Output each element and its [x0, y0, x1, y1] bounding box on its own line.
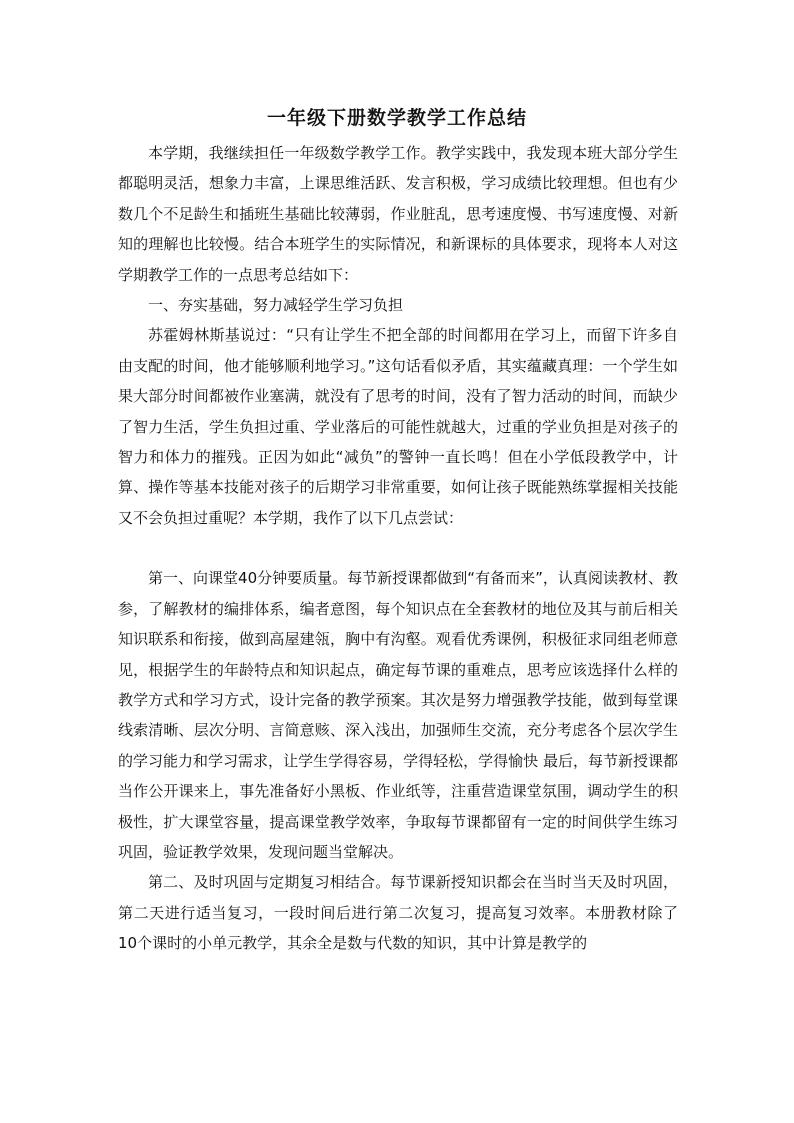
- document-body: [118, 138, 678, 959]
- paragraph-intro: 本学期，我继续担任一年级数学教学工作。教学实践中，我发现本班大部分学生都聪明灵活，想象力丰富，上课思维活跃、发言积极，学习成绩比较理想。但也有少数几个不足龄生和插班生基础比较薄弱，作业脏乱，思考速度慢、书写速度慢、对新知的理解也比较慢。结合本班学生的实际情况，和新课标的具体要求，现将本人对这学期教学工作的一点思考总结如下：: [118, 144, 678, 284]
- paragraph-point-one: 第一、向课堂40分钟要质量。每节新授课都做到“有备而来”，认真阅读教材、教参，了解教材的编排体系，编者意图，每个知识点在全套教材的地位及其与前后相关知识联系和衔接，做到高屋建瓴，胸中有沟壑。观看优秀课例，积极征求同组老师意见，根据学生的年龄特点和知识起点，确定每节课的重难点，思考应该选择什么样的教学方式和学习方式，设计完备的教学预案。其次是努力增强教学技能，做到每堂课线索清晰、层次分明、言简意赅、深入浅出，加强师生交流，充分考虑各个层次学生的学习能力和学习需求，让学生学得容易，学得轻松，学得愉快 最后，每节新授课都当作公开课来上，事先准备好小黑板、作业纸等，注重营造课堂氛围，调动学生的积极性，扩大课堂容量，提高课堂教学效率，争取每节课都留有一定的时间供学生练习巩固，验证教学效果，发现问题当堂解决。: [118, 569, 678, 861]
- paragraph-point-two: 第二、及时巩固与定期复习相结合。每节课新授知识都会在当时当天及时巩固，第二天进行适当复习，一段时间后进行第二次复习，提高复习效率。本册教材除了 10个课时的小单元教学，其余全是数与代数的知识，其中计算是教学的: [118, 873, 678, 953]
- paragraph-gap: [118, 533, 678, 563]
- document-title: 一年级下册数学教学工作总结: [266, 107, 527, 129]
- section-heading: 一、夯实基础，努力减轻学生学习负担: [148, 296, 404, 315]
- paragraph-quote: 苏霍姆林斯基说过：“只有让学生不把全部的时间都用在学习上，而留下许多自由支配的时间，他才能够顺利地学习。”这句话看似矛盾，其实蕴藏真理：一个学生如果大部分时间都被作业塞满，就没有了思考的时间，没有了智力活动的时间，而缺少了智力生活，学生负担过重、学业落后的可能性就越大，过重的学业负担是对孩子的智力和体力的摧残。正因为如此“减负”的警钟一直长鸣！但在小学低段教学中，计算、操作等基本技能对孩子的后期学习非常重要，如何让孩子既能熟练掌握相关技能又不会负担过重呢？本学期，我作了以下几点尝试：: [118, 326, 678, 527]
